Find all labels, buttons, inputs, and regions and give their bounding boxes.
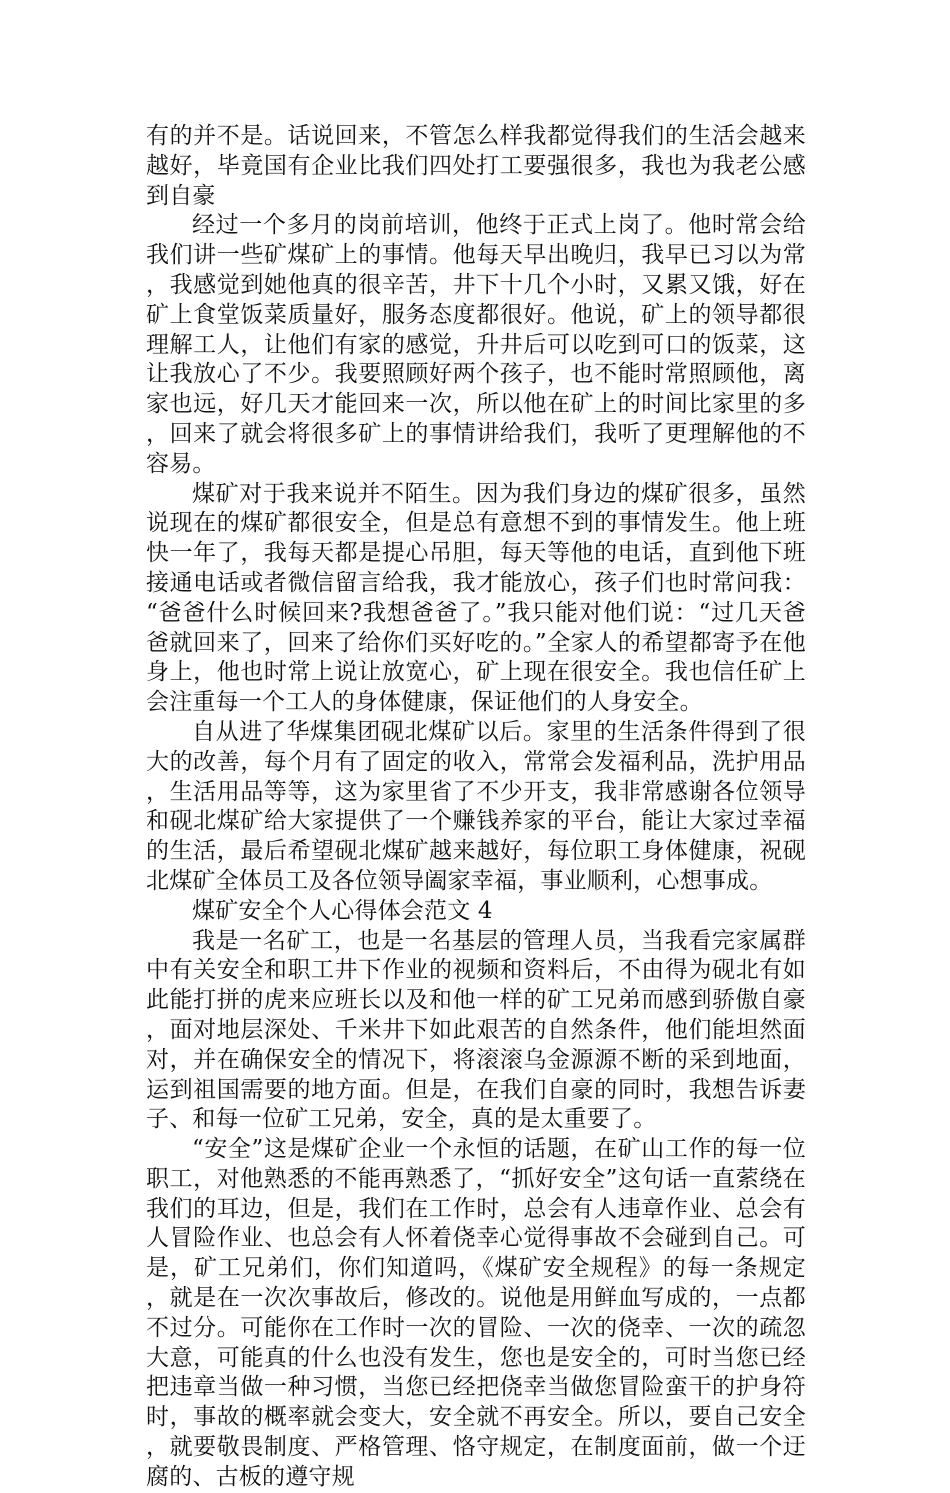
document-body [146, 122, 806, 1493]
section-heading: 煤矿安全个人心得体会范文 4 [192, 897, 493, 924]
paragraph: 我是一名矿工，也是一名基层的管理人员，当我看完家属群中有关安全和职工井下作业的视频和资料后，不由得为砚北有如此能打拼的虎来应班长以及和他一样的矿工兄弟而感到骄傲自豪，面对地层深处、千米井下如此艰苦的自然条件，他们能坦然面对，并在确保安全的情况下，将滚滚乌金源源不断的采到地面，运到祖国需要的地方面。但是，在我们自豪的同时，我想告诉妻子、和每一位矿工兄弟，安全，真的是太重要了。 [146, 927, 806, 1133]
paragraph: “安全”这是煤矿企业一个永恒的话题，在矿山工作的每一位职工，对他熟悉的不能再熟悉了，“抓好安全”这句话一直萦绕在我们的耳边，但是，我们在工作时，总会有人违章作业、总会有人冒险作业、也总会有人怀着侥幸心觉得事故不会碰到自己。可是，矿工兄弟们，你们知道吗，《煤矿安全规程》的每一条规定，就是在一次次事故后，修改的。说他是用鲜血写成的，一点都不过分。可能你在工作时一次的冒险、一次的侥幸、一次的疏忽大意，可能真的什么也没有发生，您也是安全的，可时当您已经把违章当做一种习惯，当您已经把侥幸当做您冒险蛮干的护身符时，事故的概率就会变大，安全就不再安全。所以，要自己安全，就要敬畏制度、严格管理、恪守规定，在制度面前，做一个迂腐的、古板的遵守规 [146, 1136, 806, 1490]
paragraph: 自从进了华煤集团砚北煤矿以后。家里的生活条件得到了很大的改善，每个月有了固定的收入，常常会发福利品，洗护用品，生活用品等等，这为家里省了不少开支，我非常感谢各位领导和砚北煤矿给大家提供了一个赚钱养家的平台，能让大家过幸福的生活，最后希望砚北煤矿越来越好，每位职工身体健康，祝砚北煤矿全体员工及各位领导阖家幸福，事业顺利，心想事成。 [146, 718, 806, 894]
paragraph: 有的并不是。话说回来，不管怎么样我都觉得我们的生活会越来越好，毕竟国有企业比我们四处打工要强很多，我也为我老公感到自豪 [146, 123, 806, 209]
paragraph: 煤矿对于我来说并不陌生。因为我们身边的煤矿很多，虽然说现在的煤矿都很安全，但是总有意想不到的事情发生。他上班快一年了，我每天都是提心吊胆，每天等他的电话，直到他下班接通电话或者微信留言给我，我才能放心，孩子们也时常问我：“爸爸什么时候回来?我想爸爸了。”我只能对他们说：“过几天爸爸就回来了，回来了给你们买好吃的。”全家人的希望都寄予在他身上，他也时常上说让放宽心，矿上现在很安全。我也信任矿上会注重每一个工人的身体健康，保证他们的人身安全。 [146, 480, 806, 716]
paragraph: 经过一个多月的岗前培训，他终于正式上岗了。他时常会给我们讲一些矿煤矿上的事情。他每天早出晚归，我早已习以为常，我感觉到她他真的很辛苦，井下十几个小时，又累又饿，好在矿上食堂饭菜质量好，服务态度都很好。他说，矿上的领导都很理解工人，让他们有家的感觉，升井后可以吃到可口的饭菜，这让我放心了不少。我要照顾好两个孩子，也不能时常照顾他，离家也远，好几天才能回来一次，所以他在矿上的时间比家里的多，回来了就会将很多矿上的事情讲给我们，我听了更理解他的不容易。 [146, 212, 806, 477]
